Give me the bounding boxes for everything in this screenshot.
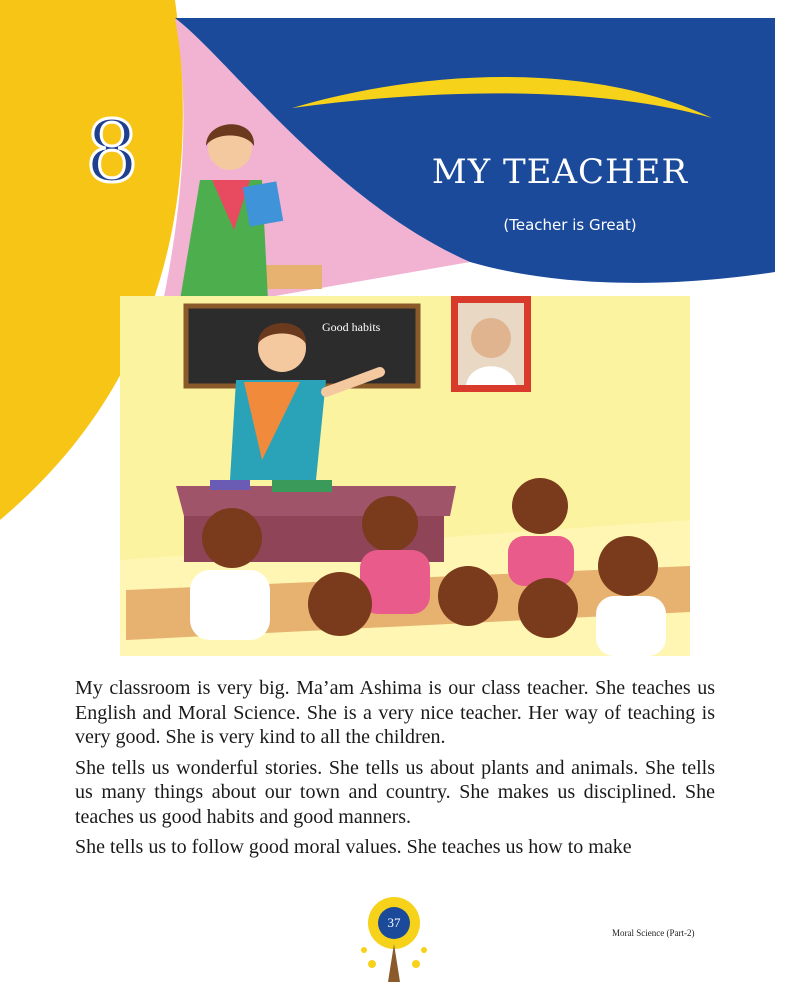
body-text [75, 676, 715, 866]
paragraph: She tells us wonderful stories. She tells us about plants and animals. She tells us many things about our town and country. She makes us disciplined. She teaches us good habits and good manners. [75, 756, 715, 828]
book-label: Moral Science (Part-2) [612, 928, 695, 938]
chapter-title: MY TEACHER [431, 152, 689, 192]
page-number: 37 [387, 915, 401, 930]
blackboard-text: Good habits [322, 320, 381, 334]
chapter-subtitle: (Teacher is Great) [503, 216, 637, 234]
paragraph: She tells us to follow good moral values. She teaches us how to make [75, 836, 632, 858]
classroom-illustration [120, 296, 690, 656]
paragraph: My classroom is very big. Ma’am Ashima is our class teacher. She teaches us English and Moral Science. She is a very nice teacher. Her way of teaching is very good. She is very kind to all the children. [75, 677, 715, 748]
chapter-number: 8 [85, 103, 139, 201]
